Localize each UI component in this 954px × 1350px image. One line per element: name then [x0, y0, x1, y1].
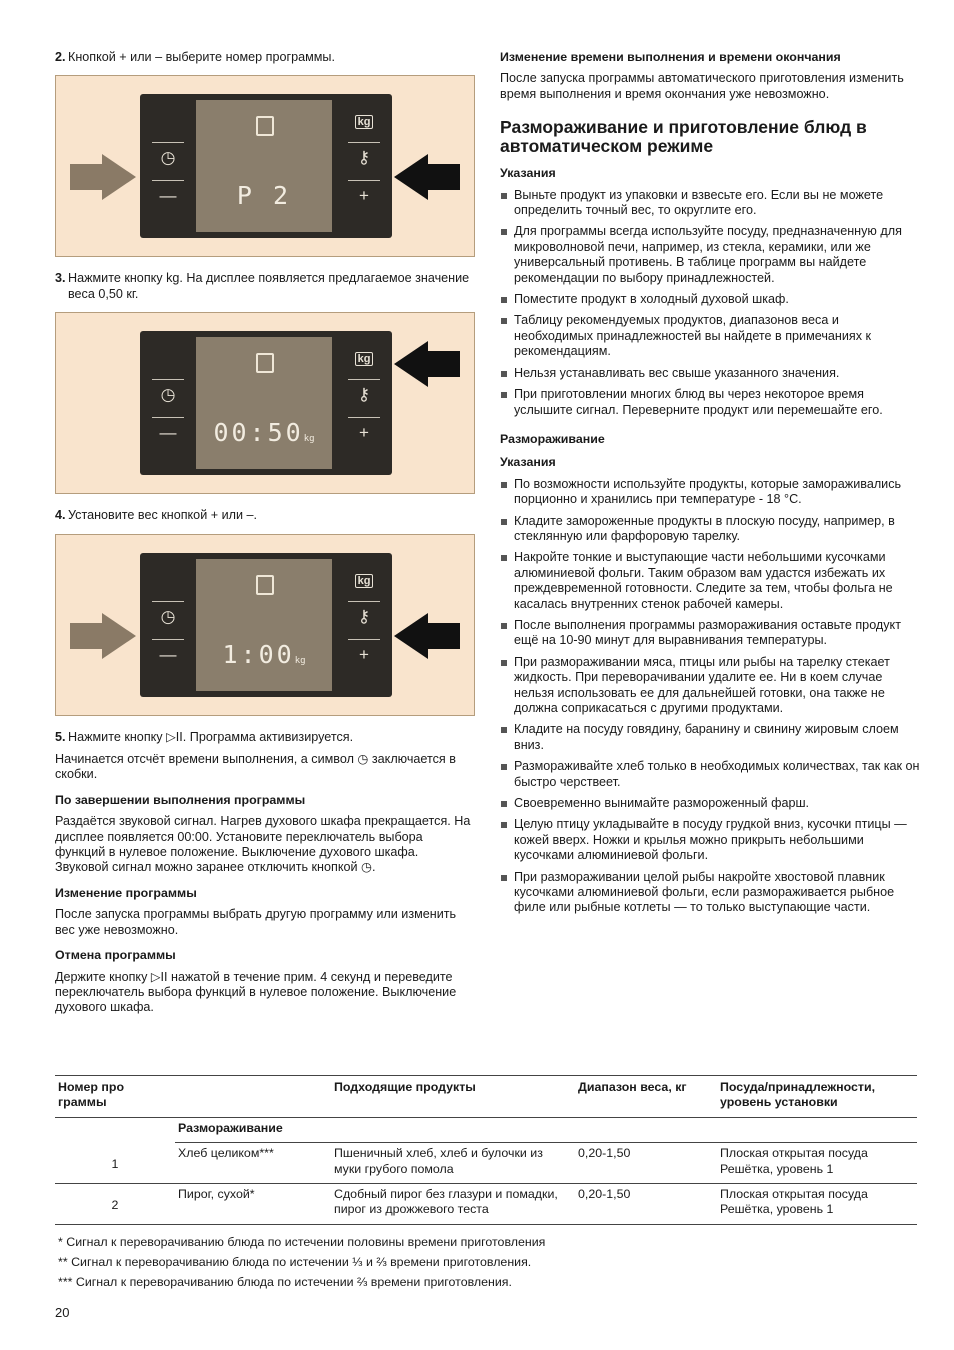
right-column — [500, 50, 920, 922]
column-header: Посуда/принадлежности, уровень установки — [717, 1076, 917, 1118]
list-item: Таблицу рекомендуемых продуктов, диапазонов веса и необходимых принадлежностей вы найдете в примечаниях к рекомендациям. — [500, 313, 920, 359]
display-readout: 00:50kg — [213, 418, 315, 448]
key-icon: ⚷ — [357, 606, 371, 626]
step-4 — [55, 508, 475, 523]
cell-accessories: Плоская открытая посуда Решётка, уровень 1 — [717, 1143, 917, 1184]
oven-control-panel — [140, 553, 392, 697]
list-item: Поместите продукт в холодный духовой шкаф. — [500, 292, 920, 307]
list-item: Выньте продукт из упаковки и взвесьте его. Если вы не можете определить точный вес, то округлите его. — [500, 188, 920, 219]
heading-notes: Указания — [500, 166, 556, 181]
table-row — [55, 1184, 917, 1225]
display-frame-icon — [256, 116, 274, 136]
left-column — [55, 50, 475, 1023]
arrow-right-icon — [70, 613, 136, 659]
step-5 — [55, 730, 475, 745]
step-2 — [55, 50, 475, 65]
list-item: По возможности используйте продукты, которые замораживались порционно и хранились при температуре - 18 °C. — [500, 477, 920, 508]
step-number: 4. — [55, 508, 66, 523]
step-number: 3. — [55, 271, 66, 286]
clock-icon: ◷ — [160, 148, 176, 168]
paragraph: Начинается отсчёт времени выполнения, а символ ◷ заключается в скобки. — [55, 752, 456, 782]
step-number: 2. — [55, 50, 66, 64]
footnote: *** Сигнал к переворачиванию блюда по истечении ⅔ времени приготовления. — [58, 1275, 512, 1289]
kg-button-icon: kg — [348, 112, 380, 130]
cell-accessories: Плоская открытая посуда Решётка, уровень 1 — [717, 1184, 917, 1225]
heading-defrost: Размораживание — [500, 431, 605, 446]
cell-number: 2 — [55, 1184, 175, 1225]
cell-name: Пирог, сухой* — [175, 1184, 331, 1225]
page-number: 20 — [55, 1305, 70, 1320]
cell-name: Хлеб целиком*** — [175, 1143, 331, 1184]
table-section-row — [55, 1117, 917, 1142]
arrow-left-icon — [394, 154, 460, 200]
notes-list-general — [500, 188, 920, 418]
section-title: Размораживание и приготовление блюд в автоматическом режиме — [500, 117, 867, 157]
list-item: Кладите замороженные продукты в плоскую посуду, например, в стеклянную или фарфоровую тарелку. — [500, 514, 920, 545]
display — [196, 337, 332, 469]
kg-button-icon: kg — [348, 349, 380, 367]
oven-control-panel — [140, 331, 392, 475]
plus-icon: + — [359, 644, 369, 664]
oven-panel-illustration-1 — [55, 75, 475, 257]
step-text: Нажмите кнопку kg. На дисплее появляется предлагаемое значение веса 0,50 кг. — [68, 271, 470, 301]
clock-icon: ◷ — [160, 385, 176, 405]
paragraph: После запуска программы выбрать другую программу или изменить вес уже невозможно. — [55, 907, 457, 937]
paragraph: После запуска программы автоматического приготовления изменить время выполнения и время окончания уже невозможно. — [500, 71, 904, 101]
step-text: Нажмите кнопку ▷II. Программа активизируется. — [68, 729, 354, 744]
footnote: ** Сигнал к переворачиванию блюда по истечении ⅓ и ⅔ времени приготовления. — [58, 1255, 532, 1269]
list-item: При размораживании целой рыбы накройте хвостовой плавник кусочками алюминиевой фольги, если размораживается рыбное филе или рыбные котлеты — то только выступающие части. — [500, 870, 920, 916]
paragraph: Раздаётся звуковой сигнал. Нагрев духового шкафа прекращается. На дисплее появляется 00:00. Установите переключатель выбора функций в нулевое положение. Выключение духового шкафа. Звуковой сигнал можно заранее отключить кнопкой ◷. — [55, 814, 471, 875]
kg-button-icon: kg — [348, 571, 380, 589]
notes-list-defrost — [500, 477, 920, 916]
list-item: Нельзя устанавливать вес свыше указанного значения. — [500, 366, 920, 381]
arrow-left-icon — [394, 613, 460, 659]
table-header-row — [55, 1076, 917, 1118]
list-item: Целую птицу укладывайте в посуду грудкой вниз, кусочки птицы — кожей вверх. Ножки и крылья можно прикрыть небольшими кусочками алюминиевой фольги. — [500, 817, 920, 863]
column-header: Диапазон веса, кг — [575, 1076, 717, 1118]
step-number: 5. — [55, 729, 66, 744]
plus-icon: + — [359, 186, 369, 206]
paragraph: Держите кнопку ▷II нажатой в течение прим. 4 секунд и переведите переключатель выбора функций в нулевое положение. Выключение духового шкафа. — [55, 969, 457, 1015]
list-item: Для программы всегда используйте посуду, предназначенную для микроволновой печи, например, из стекла, керамики, или же универсальный противень. В таблице программ вы найдете рекомендации по выбору принадлежностей. — [500, 224, 920, 286]
footnotes — [58, 1232, 545, 1292]
arrow-right-icon — [70, 154, 136, 200]
step-text: Кнопкой + или – выберите номер программы. — [68, 50, 335, 64]
list-item: Накройте тонкие и выступающие части небольшими кусочками алюминиевой фольги. Таким образом вам удастся избежать их преждевременной готовности. Следите за тем, чтобы фольга не касалась внутренних стенок рабочей камеры. — [500, 550, 920, 612]
section-label: Размораживание — [175, 1117, 917, 1142]
display — [196, 100, 332, 232]
oven-control-panel — [140, 94, 392, 238]
arrow-left-icon — [394, 341, 460, 387]
plus-icon: + — [359, 423, 369, 443]
table-row — [55, 1143, 917, 1184]
column-header: Номер про граммы — [55, 1076, 175, 1118]
minus-icon: — — [159, 186, 177, 206]
display-readout: 1:00kg — [222, 639, 306, 669]
heading-time-change: Изменение времени выполнения и времени окончания — [500, 50, 841, 64]
heading-program-change: Изменение программы — [55, 885, 197, 900]
cell-weight: 0,20-1,50 — [575, 1143, 717, 1184]
cell-products: Пшеничный хлеб, хлеб и булочки из муки грубого помола — [331, 1143, 575, 1184]
heading-program-cancel: Отмена программы — [55, 948, 176, 963]
heading-program-end: По завершении выполнения программы — [55, 792, 306, 807]
list-item: При приготовлении многих блюд вы через некоторое время услышите сигнал. Переверните продукт или перемешайте его. — [500, 387, 920, 418]
list-item: После выполнения программы размораживания оставьте продукт ещё на 10-90 минут для выравнивания температуры. — [500, 618, 920, 649]
oven-panel-illustration-2 — [55, 312, 475, 494]
key-icon: ⚷ — [357, 148, 371, 168]
cell-number: 1 — [55, 1143, 175, 1184]
display-frame-icon — [256, 353, 274, 373]
program-table — [55, 1075, 917, 1225]
step-text: Установите вес кнопкой + или –. — [68, 508, 257, 523]
key-icon: ⚷ — [357, 385, 371, 405]
list-item: Размораживайте хлеб только в необходимых количествах, так как он быстро черствеет. — [500, 759, 920, 790]
minus-icon: — — [159, 423, 177, 443]
column-header: Подходящие продукты — [331, 1076, 575, 1118]
column-header — [175, 1076, 331, 1118]
step-3 — [55, 271, 475, 302]
heading-notes: Указания — [500, 455, 556, 470]
list-item: Кладите на посуду говядину, баранину и свинину жировым слоем вниз. — [500, 722, 920, 753]
footnote: * Сигнал к переворачиванию блюда по истечении половины времени приготовления — [58, 1235, 546, 1249]
display-frame-icon — [256, 575, 274, 595]
cell-products: Сдобный пирог без глазури и помадки, пирог из дрожжевого теста — [331, 1184, 575, 1225]
cell-weight: 0,20-1,50 — [575, 1184, 717, 1225]
minus-icon: — — [159, 644, 177, 664]
oven-panel-illustration-3 — [55, 534, 475, 716]
display-readout: P 2 — [236, 181, 292, 211]
display — [196, 559, 332, 691]
clock-icon: ◷ — [160, 606, 176, 626]
list-item: При размораживании мяса, птицы или рыбы на тарелку стекает жидкость. При переворачивании удалите ее. Ни в коем случае нельзя использовать ее для дальнейшей готовки, она также не должна соприкасаться с другими продуктами. — [500, 655, 920, 717]
list-item: Своевременно вынимайте размороженный фарш. — [500, 796, 920, 811]
